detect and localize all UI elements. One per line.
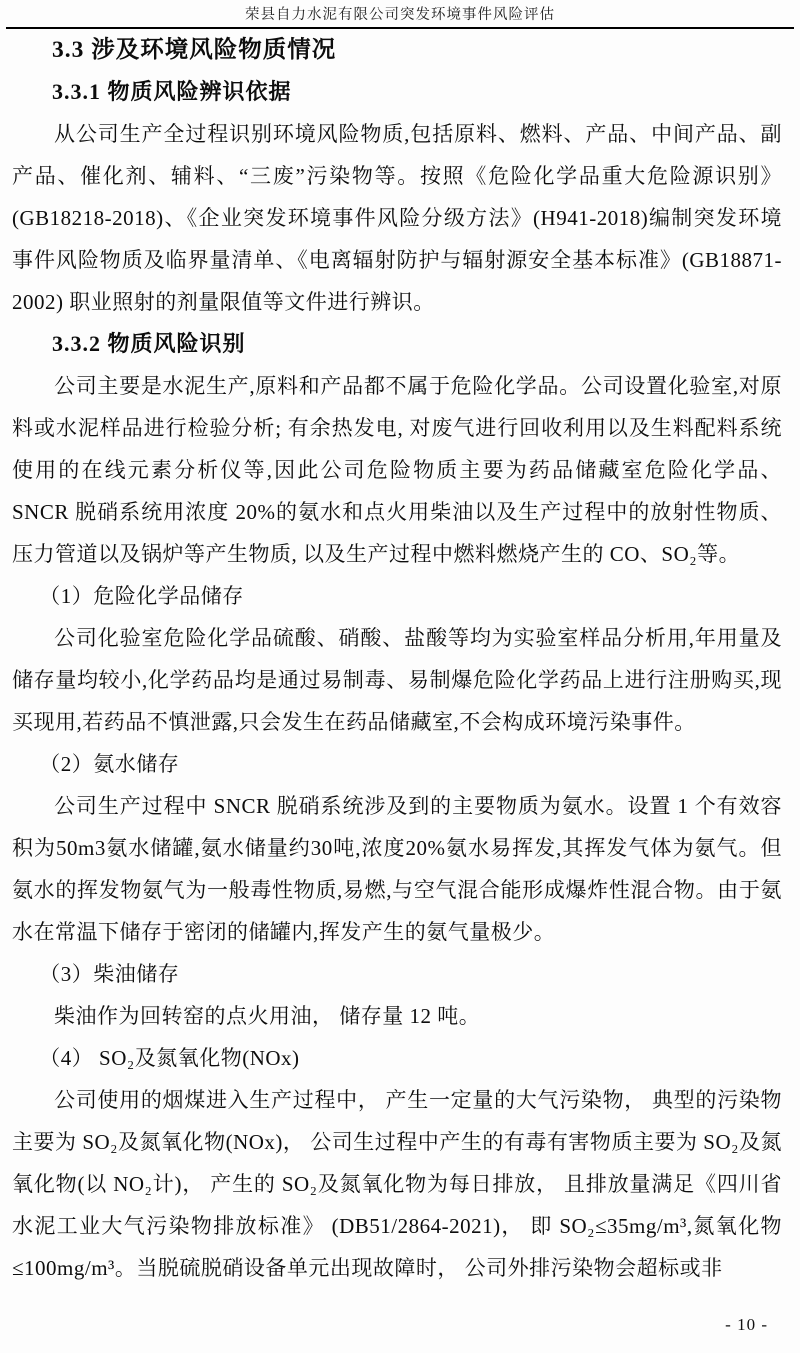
- section-heading-3-3: 3.3 涉及环境风险物质情况: [52, 37, 337, 63]
- document-body: [0, 29, 800, 1289]
- paragraph-diesel-storage: 柴油作为回转窑的点火用油， 储存量 12 吨。: [54, 1004, 481, 1028]
- paragraph-risk-identification: 公司主要是水泥生产,原料和产品都不属于危险化学品。公司设置化验室,对原料或水泥样品进行检验分析; 有余热发电, 对废气进行回收利用以及生料配料系统使用的在线元素分析仪等,因此公司危险物质主要为药品储藏室危险化学品、SNCR 脱硝系统用浓度 20%的氨水和点火用柴油以及生产过程中的放射性物质、压力管道以及锅炉等产生物质, 以及生产过程中燃料燃烧产生的 CO、SO₂等。: [12, 374, 782, 566]
- paragraph-identification-basis: 从公司生产全过程识别环境风险物质,包括原料、燃料、产品、中间产品、副产品、催化剂、辅料、“三废”污染物等。按照《危险化学品重大危险源识别》(GB18218-2018)、《企业突发环境事件风险分级方法》(H941-2018)编制突发环境事件风险物质及临界量清单、《电离辐射防护与辐射源安全基本标准》(GB18871-2002) 职业照射的剂量限值等文件进行辨识。: [12, 122, 782, 314]
- subitem-1-heading: （1）危险化学品储存: [39, 584, 244, 608]
- running-header: 荣县自力水泥有限公司突发环境事件风险评估: [245, 7, 555, 23]
- paragraph-ammonia-storage: 公司生产过程中 SNCR 脱硝系统涉及到的主要物质为氨水。设置 1 个有效容积为50m3氨水储罐,氨水储量约30吨,浓度20%氨水易挥发,其挥发气体为氨气。但氨水的挥发物氨气为一般毒性物质,易燃,与空气混合能形成爆炸性混合物。由于氨水在常温下储存于密闭的储罐内,挥发产生的氨气量极少。: [12, 794, 782, 944]
- subitem-3-heading: （3）柴油储存: [39, 962, 180, 986]
- section-heading-3-3-2: 3.3.2 物质风险识别: [52, 331, 246, 356]
- section-heading-3-3-1: 3.3.1 物质风险辨识依据: [52, 79, 292, 104]
- paragraph-hazchem-storage: 公司化验室危险化学品硫酸、硝酸、盐酸等均为实验室样品分析用,年用量及储存量均较小,化学药品均是通过易制毒、易制爆危险化学药品上进行注册购买,现买现用,若药品不慎泄露,只会发生在药品储藏室,不会构成环境污染事件。: [12, 626, 782, 734]
- subitem-2-heading: （2）氨水储存: [39, 752, 180, 776]
- page-number: - 10 -: [725, 1315, 768, 1334]
- subitem-4-heading: （4） SO₂及氮氧化物(NOx): [39, 1046, 300, 1070]
- paragraph-so2-nox-emissions: 公司使用的烟煤进入生产过程中， 产生一定量的大气污染物， 典型的污染物主要为 SO₂及氮氧化物(NOx)， 公司生过程中产生的有毒有害物质主要为 SO₂及氮氧化物(以 NO₂计)， 产生的 SO₂及氮氧化物为每日排放， 且排放量满足《四川省水泥工业大气污染物排放标准》 (DB51/2864-2021)， 即 SO₂≤35mg/m³,氮氧化物≤100mg/m³。当脱硫脱硝设备单元出现故障时， 公司外排污染物会超标或非: [12, 1088, 782, 1280]
